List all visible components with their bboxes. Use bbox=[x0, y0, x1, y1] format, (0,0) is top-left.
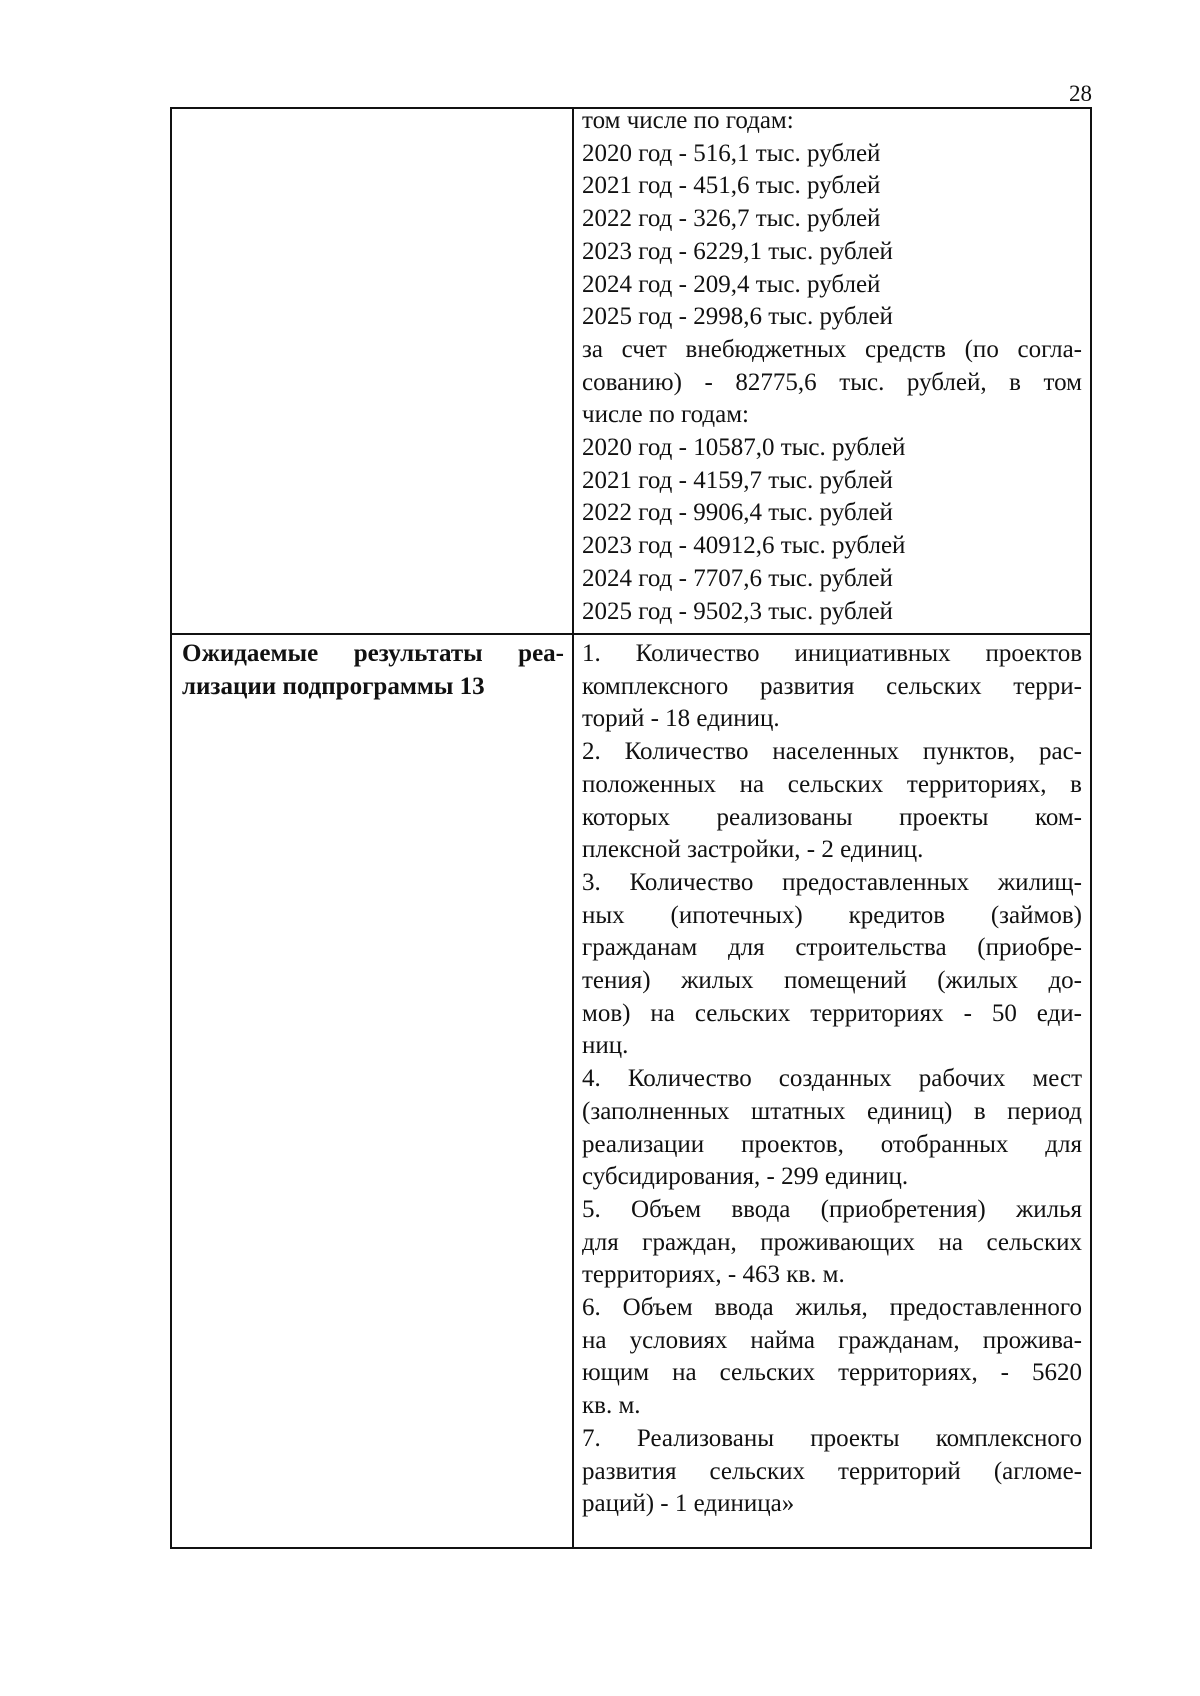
label-line: лизации подпрограммы 13 bbox=[182, 672, 485, 700]
page-number: 28 bbox=[1069, 81, 1092, 106]
result-line: 2. Количество населенных пунктов, рас- bbox=[582, 738, 1082, 766]
funding-line: 2023 год - 6229,1 тыс. рублей bbox=[582, 237, 893, 265]
result-line: на условиях найма гражданам, прожива- bbox=[582, 1326, 1082, 1354]
funding-line: том числе по годам: bbox=[582, 107, 794, 134]
result-line: 3. Количество предоставленных жилищ- bbox=[582, 868, 1082, 896]
result-line: 7. Реализованы проекты комплексного bbox=[582, 1424, 1082, 1452]
result-line: плексной застройки, - 2 единиц. bbox=[582, 836, 924, 864]
result-line: для граждан, проживающих на сельских bbox=[582, 1228, 1082, 1256]
result-line: комплексного развития сельских терри- bbox=[582, 672, 1082, 700]
row1-right-cell bbox=[582, 105, 1082, 628]
result-line: 4. Количество созданных рабочих мест bbox=[582, 1065, 1082, 1093]
funding-line: за счет внебюджетных средств (по согла- bbox=[582, 335, 1082, 363]
result-line: (заполненных штатных единиц) в период bbox=[582, 1097, 1082, 1125]
table-border-right bbox=[1090, 107, 1092, 1549]
funding-line: 2024 год - 209,4 тыс. рублей bbox=[582, 270, 881, 298]
funding-line: 2021 год - 4159,7 тыс. рублей bbox=[582, 466, 893, 494]
funding-line: 2024 год - 7707,6 тыс. рублей bbox=[582, 564, 893, 592]
result-line: территориях, - 463 кв. м. bbox=[582, 1261, 845, 1289]
result-line: кв. м. bbox=[582, 1392, 641, 1420]
funding-line: 2025 год - 2998,6 тыс. рублей bbox=[582, 303, 893, 331]
result-line: торий - 18 единиц. bbox=[582, 705, 780, 733]
funding-line: 2021 год - 451,6 тыс. рублей bbox=[582, 172, 881, 200]
column-divider bbox=[572, 107, 574, 1549]
expected-results-label bbox=[182, 638, 564, 703]
result-line: тения) жилых помещений (жилых до- bbox=[582, 967, 1082, 995]
result-line: которых реализованы проекты ком- bbox=[582, 803, 1082, 831]
result-line: развития сельских территорий (агломе- bbox=[582, 1457, 1082, 1485]
label-line: Ожидаемые результаты реа- bbox=[182, 640, 564, 667]
result-line: ных (ипотечных) кредитов (займов) bbox=[582, 901, 1082, 929]
funding-line: 2020 год - 516,1 тыс. рублей bbox=[582, 139, 881, 167]
funding-line: 2022 год - 9906,4 тыс. рублей bbox=[582, 499, 893, 527]
result-line: субсидирования, - 299 единиц. bbox=[582, 1163, 909, 1191]
result-line: положенных на сельских территориях, в bbox=[582, 770, 1082, 798]
funding-line: 2025 год - 9502,3 тыс. рублей bbox=[582, 597, 893, 625]
result-line: реализации проектов, отобранных для bbox=[582, 1130, 1082, 1158]
table-border-bottom bbox=[170, 1547, 1092, 1549]
result-line: 1. Количество инициативных проектов bbox=[582, 640, 1082, 667]
result-line: гражданам для строительства (приобре- bbox=[582, 934, 1082, 962]
expected-results-list bbox=[582, 638, 1082, 1521]
result-line: 6. Объем ввода жилья, предоставленного bbox=[582, 1294, 1082, 1322]
result-line: мов) на сельских территориях - 50 еди- bbox=[582, 999, 1082, 1027]
funding-line: сованию) - 82775,6 тыс. рублей, в том bbox=[582, 368, 1082, 396]
funding-line: числе по годам: bbox=[582, 401, 749, 429]
program-table bbox=[170, 107, 1092, 1549]
funding-line: 2022 год - 326,7 тыс. рублей bbox=[582, 205, 881, 233]
funding-line: 2020 год - 10587,0 тыс. рублей bbox=[582, 434, 906, 462]
result-line: ниц. bbox=[582, 1032, 629, 1060]
result-line: ющим на сельских территориях, - 5620 bbox=[582, 1359, 1082, 1387]
row-divider bbox=[170, 633, 1092, 635]
result-line: 5. Объем ввода (приобретения) жилья bbox=[582, 1195, 1082, 1223]
funding-line: 2023 год - 40912,6 тыс. рублей bbox=[582, 532, 906, 560]
result-line: раций) - 1 единица» bbox=[582, 1490, 795, 1518]
table-border-left bbox=[170, 107, 172, 1549]
